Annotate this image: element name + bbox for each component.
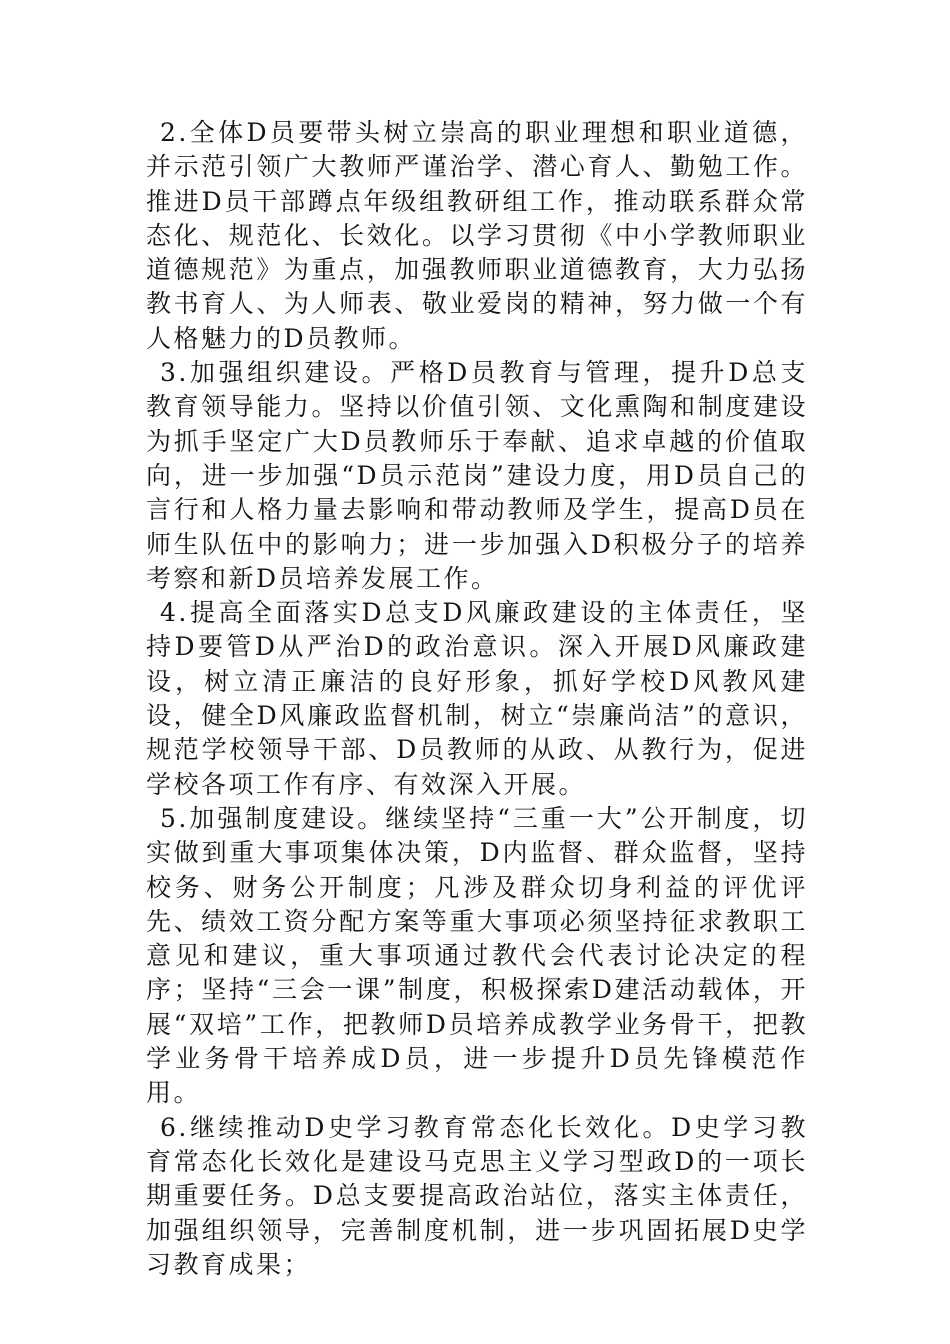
paragraph-4: 4.提高全面落实D总支D风廉政建设的主体责任，坚持D要管D从严治D的政治意识。深入开展D风廉政建设，树立清正廉洁的良好形象，抓好学校D风教风建设，健全D风廉政监督机制，树立“崇廉尚洁”的意识，规范学校领导干部、D员教师的从政、从教行为，促进学校各项工作有序、有效深入开展。 [146,598,808,799]
paragraph-3: 3.加强组织建设。严格D员教育与管理，提升D总支教育领导能力。坚持以价值引领、文化熏陶和制度建设为抓手坚定广大D员教师乐于奉献、追求卓越的价值取向，进一步加强“D员示范岗”建设力度，用D员自己的言行和人格力量去影响和带动教师及学生，提高D员在师生队伍中的影响力；进一步加强入D积极分子的培养考察和新D员培养发展工作。 [146,358,808,593]
paragraph-6: 6.继续推动D史学习教育常态化长效化。D史学习教育常态化长效化是建设马克思主义学习型政D的一项长期重要任务。D总支要提高政治站位，落实主体责任，加强组织领导，完善制度机制，进一步巩固拓展D史学习教育成果； [146,1112,808,1279]
document-body [146,116,808,1282]
paragraph-2: 2.全体D员要带头树立崇高的职业理想和职业道德，并示范引领广大教师严谨治学、潜心育人、勤勉工作。推进D员干部蹲点年级组教研组工作，推动联系群众常态化、规范化、长效化。以学习贯彻《中小学教师职业道德规范》为重点，加强教师职业道德教育，大力弘扬教书育人、为人师表、敬业爱岗的精神，努力做一个有人格魅力的D员教师。 [146,118,808,353]
paragraph-5: 5.加强制度建设。继续坚持“三重一大”公开制度，切实做到重大事项集体决策，D内监督、群众监督，坚持校务、财务公开制度；凡涉及群众切身利益的评优评先、绩效工资分配方案等重大事项必须坚持征求教职工意见和建议，重大事项通过教代会代表讨论决定的程序；坚持“三会一课”制度，积极探索D建活动载体，开展“双培”工作，把教师D员培养成教学业务骨干，把教学业务骨干培养成D员，进一步提升D员先锋模范作用。 [146,803,808,1108]
